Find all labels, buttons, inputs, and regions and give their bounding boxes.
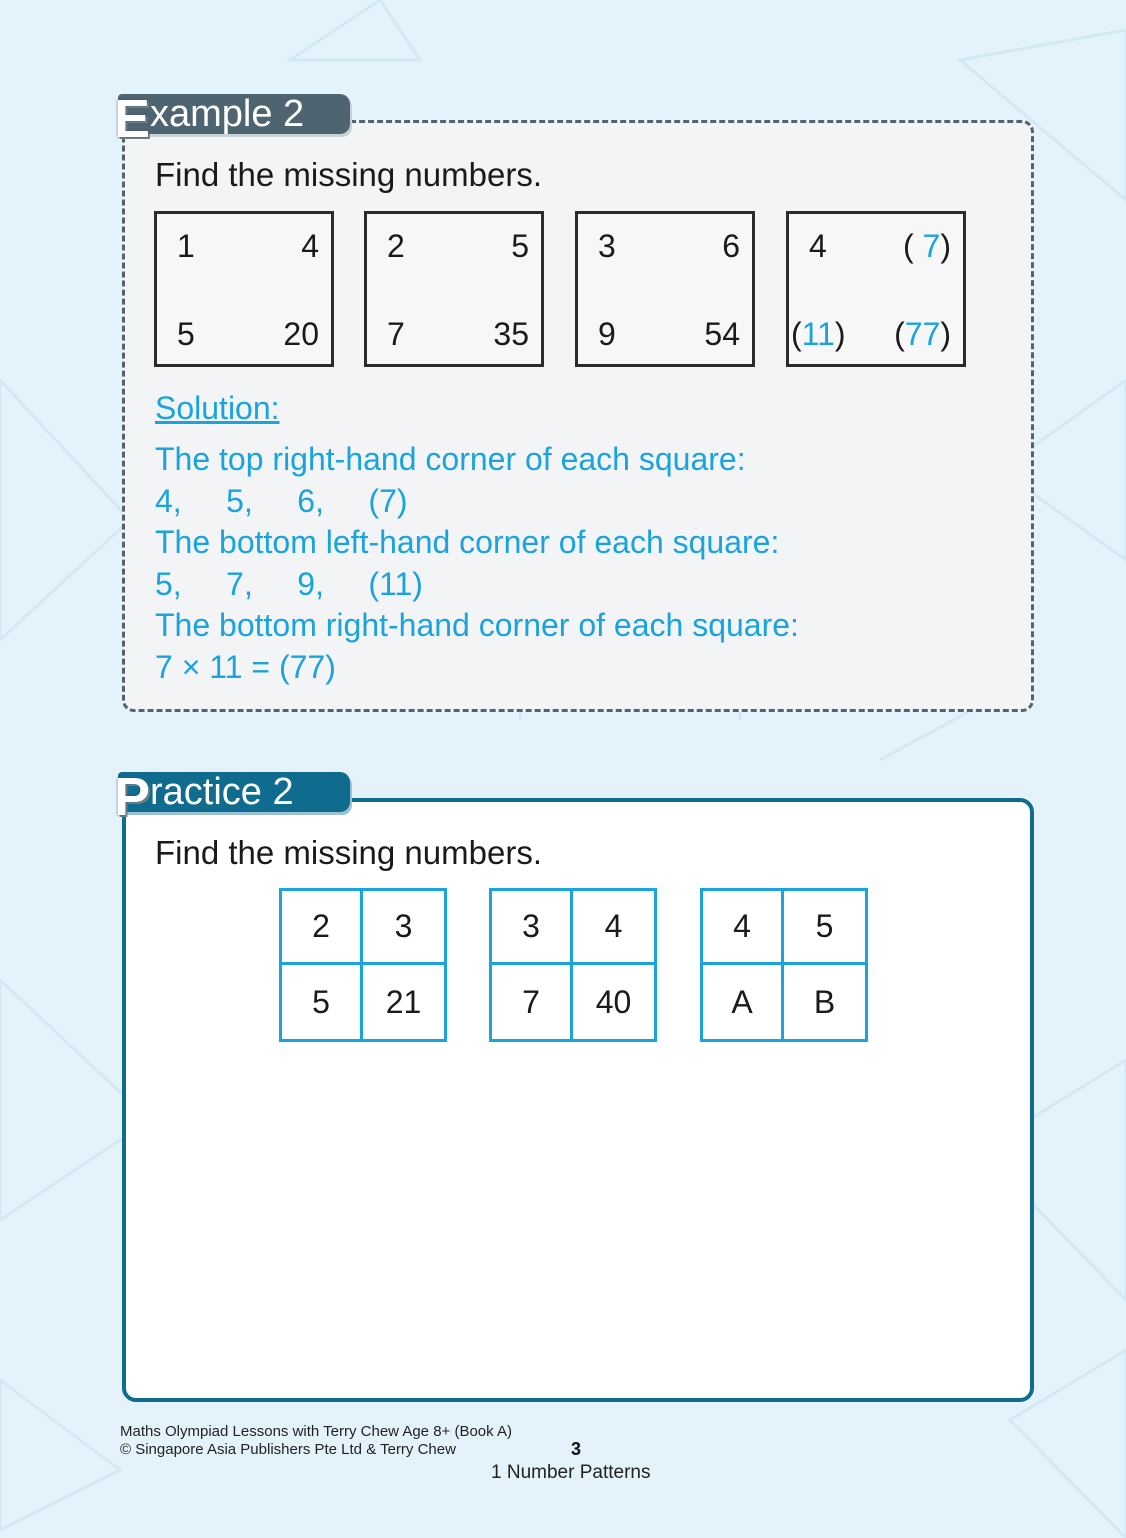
- square-bottom-left: 5: [177, 316, 195, 352]
- practice-header-title: ractice 2: [150, 770, 294, 813]
- practice-grid-1: [279, 888, 447, 1042]
- grid-cell: 7: [492, 965, 573, 1039]
- answer-value: 11: [801, 316, 835, 352]
- open-paren: (: [894, 316, 905, 352]
- practice-header-initial: P: [114, 767, 151, 827]
- solution-title: Solution:: [155, 390, 280, 426]
- solution-line-2: 4, 5, 6, (7): [155, 483, 408, 519]
- square-top-right: 4: [301, 228, 319, 264]
- grid-cell: 40: [595, 983, 632, 1020]
- open-paren: (: [903, 228, 914, 264]
- square-bottom-left-answer: [791, 318, 846, 350]
- square-bottom-left: 7: [387, 316, 405, 352]
- grid-cell: 2: [282, 891, 363, 965]
- page-number: 3: [571, 1439, 582, 1459]
- solution-line-6: 7 × 11 = (77): [155, 649, 336, 685]
- answer-value: 7: [922, 228, 941, 264]
- solution-line-5: The bottom right-hand corner of each square:: [155, 607, 799, 643]
- square-bottom-left: 9: [598, 316, 616, 352]
- square-top-left: 2: [387, 228, 405, 264]
- grid-cell: 5: [282, 965, 363, 1039]
- grid-cell: 3: [492, 891, 573, 965]
- example-square-answer: [786, 211, 966, 367]
- example-header-title: xample 2: [150, 92, 305, 135]
- square-top-right: 5: [511, 228, 529, 264]
- example-square-3: [575, 211, 755, 367]
- practice-question: Find the missing numbers.: [155, 834, 542, 871]
- practice-grid-3: [700, 888, 868, 1042]
- close-paren: ): [940, 228, 951, 264]
- open-paren: (: [791, 316, 802, 352]
- square-bottom-right-answer: [894, 318, 951, 350]
- square-bottom-right: 35: [493, 316, 529, 352]
- example-question: Find the missing numbers.: [155, 156, 542, 193]
- square-bottom-right: 54: [704, 316, 740, 352]
- square-top-left: 3: [598, 228, 616, 264]
- example-header-initial: E: [114, 89, 151, 149]
- grid-cell: 3: [363, 891, 444, 965]
- solution-line-4: 5, 7, 9, (11): [155, 566, 423, 602]
- chapter-title: 1 Number Patterns: [491, 1462, 651, 1483]
- grid-cell: 4: [573, 891, 654, 965]
- example-square-2: [364, 211, 544, 367]
- example-square-1: [154, 211, 334, 367]
- square-top-right-answer: [903, 230, 951, 262]
- practice-header-tab: [114, 767, 350, 827]
- square-top-right: 6: [722, 228, 740, 264]
- close-paren: ): [940, 316, 951, 352]
- footer-book-title: Maths Olympiad Lessons with Terry Chew Age 8+ (Book A): [120, 1423, 512, 1440]
- grid-cell: 5: [784, 891, 865, 965]
- footer-copyright: © Singapore Asia Publishers Pte Ltd & Terry Chew: [120, 1441, 456, 1458]
- example-header-tab: [114, 89, 350, 149]
- square-bottom-right: 20: [283, 316, 319, 352]
- square-top-left: 1: [177, 228, 195, 264]
- square-top-left: 4: [809, 228, 827, 264]
- close-paren: ): [834, 316, 846, 352]
- answer-value: 77: [904, 316, 941, 352]
- grid-cell: 4: [703, 891, 784, 965]
- grid-cell: 21: [385, 983, 422, 1020]
- solution-line-1: The top right-hand corner of each square:: [155, 441, 746, 477]
- practice-grid-2: [489, 888, 657, 1042]
- grid-cell-unknown: A: [703, 965, 784, 1039]
- solution-line-3: The bottom left-hand corner of each square:: [155, 524, 780, 560]
- grid-cell-unknown: B: [813, 983, 836, 1020]
